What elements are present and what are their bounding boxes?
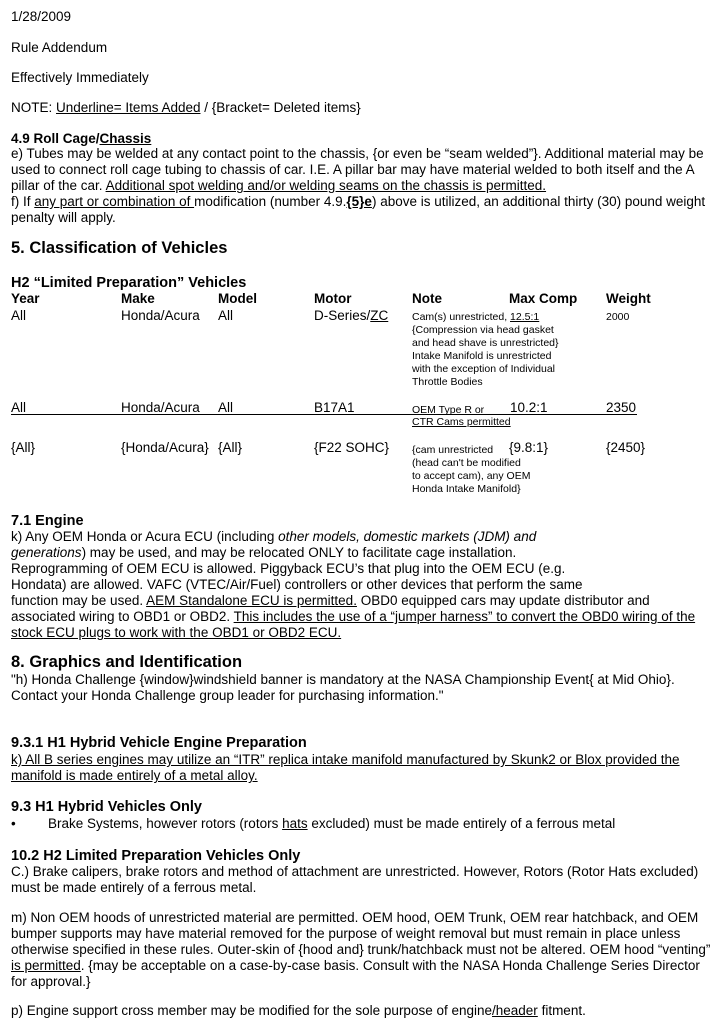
rule-k-line: Reprogramming of OEM ECU is allowed. Piggyback ECU’s that plug into the OEM ECU (e.g. — [11, 561, 566, 576]
section-9-3-1-title: 9.3.1 H1 Hybrid Vehicle Engine Preparation — [11, 735, 307, 751]
section-5-subtitle: H2 “Limited Preparation” Vehicles — [11, 275, 247, 291]
added-text: hats — [282, 816, 308, 831]
added-row-underline — [11, 414, 637, 415]
added-text: generations — [11, 545, 82, 560]
text-span: excluded) must be made entirely of a ferrous metal — [307, 816, 616, 831]
table-cell-model: All — [218, 400, 234, 415]
table-cell-make: Honda/Acura — [121, 400, 200, 415]
section-9-3-title: 9.3 H1 Hybrid Vehicles Only — [11, 799, 202, 815]
added-text: any part or combination of — [34, 194, 195, 209]
col-header-note: Note — [412, 291, 442, 306]
table-cell-year: All — [11, 308, 27, 323]
table-cell-max-comp: {9.8:1} — [509, 440, 549, 455]
text-span: function may be used. — [11, 593, 147, 608]
added-text: is permitted — [11, 958, 81, 973]
table-cell-note: with the exception of Individual — [412, 363, 556, 375]
table-cell-weight: {2450} — [606, 440, 646, 455]
table-cell-note: Honda Intake Manifold} — [412, 483, 521, 495]
text-span: k) Any OEM Honda or Acura ECU (including — [11, 529, 279, 544]
text-span: Brake Systems, however rotors (rotors — [48, 816, 283, 831]
rule-p-line — [11, 1003, 586, 1020]
rule-e-line: e) Tubes may be welded at any contact point to the chassis, {or even be “seam welded”}. Additional material may be — [11, 146, 704, 161]
bullet-item — [48, 816, 615, 833]
rule-m-line: bumper supports may have material removed for the purpose of weight removal but must remain in place unless — [11, 926, 681, 941]
table-cell-note: OEM Type R or — [412, 404, 485, 416]
note-prefix: NOTE: — [11, 100, 57, 115]
note-separator: / — [200, 100, 212, 115]
added-text: AEM Standalone ECU is permitted. — [146, 593, 357, 608]
col-header-max-comp: Max Comp — [509, 291, 578, 306]
col-header-make: Make — [121, 291, 155, 306]
section-8-title: 8. Graphics and Identification — [11, 653, 243, 671]
rule-m-line: for approval.} — [11, 974, 91, 989]
col-header-weight: Weight — [606, 291, 651, 306]
added-text: 12.5:1 — [510, 311, 540, 323]
added-text: Additional spot welding and/or welding seams on the chassis is permitted. — [105, 178, 547, 193]
table-cell-note: CTR Cams permitted — [412, 416, 511, 428]
text-span: f) If — [11, 194, 35, 209]
table-cell-make: {Honda/Acura} — [121, 440, 209, 455]
section-title-underlined: Chassis — [99, 131, 152, 146]
rule-k-line: stock ECU plugs to work with the OBD1 or OBD2 ECU. — [11, 625, 342, 640]
table-cell-note: to accept cam), any OEM — [412, 470, 531, 482]
text-span: ) above is utilized, an additional thirty (30) pound weight — [371, 194, 706, 209]
text-span: associated wiring to OBD1 or OBD2. — [11, 609, 234, 624]
table-cell-weight: 2350 — [606, 400, 637, 415]
document-title: Rule Addendum — [11, 40, 108, 55]
table-cell-motor: B17A1 — [314, 400, 355, 415]
table-cell-note: and head shave is unrestricted} — [412, 337, 559, 349]
rule-h-line: "h) Honda Challenge {window}windshield banner is mandatory at the NASA Championship Event{ at Mid Ohio}. — [11, 672, 675, 687]
text-span: p) Engine support cross member may be modified for the sole purpose of engine — [11, 1003, 493, 1018]
rule-k-line: manifold is made entirely of a metal alloy. — [11, 768, 258, 783]
text-span: ) may be used, and may be relocated ONLY to facilitate cage installation. — [81, 545, 517, 560]
note-bracket-legend: {Bracket= Deleted items} — [211, 100, 361, 115]
table-cell-make: Honda/Acura — [121, 308, 200, 323]
section-7-1-title: 7.1 Engine — [11, 513, 84, 529]
table-cell-note: (head can't be modified — [412, 457, 521, 469]
section-10-2-title: 10.2 H2 Limited Preparation Vehicles Only — [11, 848, 301, 864]
added-text: {5}e — [346, 194, 372, 209]
table-cell-year: {All} — [11, 440, 36, 455]
rule-k-line — [11, 593, 650, 610]
section-title-part: 4.9 Roll Cage/ — [11, 131, 100, 146]
rule-h-line: Contact your Honda Challenge group leader for purchasing information." — [11, 688, 444, 703]
text-span: modification (number 4.9. — [194, 194, 347, 209]
rule-c-line: must be made entirely of a ferrous metal. — [11, 880, 257, 895]
rule-c-line: C.) Brake calipers, brake rotors and method of attachment are unrestricted. However, Rotors (Rotor Hats excluded) — [11, 864, 699, 879]
text-span: OBD0 equipped cars may update distributor and — [356, 593, 650, 608]
text-span: D-Series/ — [314, 308, 371, 323]
table-cell-weight: 2000 — [606, 311, 630, 323]
rule-k-line: k) All B series engines may utilize an “ITR” replica intake manifold manufactured by Skunk2 or Blox provided the — [11, 752, 680, 767]
rule-k-line: Hondata) are allowed. VAFC (VTEC/Air/Fuel) controllers or other devices that perform the same — [11, 577, 583, 592]
note-underline-legend: Underline= Items Added — [56, 100, 201, 115]
table-cell-model: All — [218, 308, 234, 323]
added-text: other models, domestic markets (JDM) and — [278, 529, 537, 544]
col-header-motor: Motor — [314, 291, 352, 306]
rule-k-line — [11, 545, 516, 562]
col-header-model: Model — [218, 291, 257, 306]
col-header-year: Year — [11, 291, 40, 306]
text-span: pillar of the car. — [11, 178, 106, 193]
rule-e-line: used to connect roll cage tubing to chassis of car. I.E. A pillar bar may have material welded to both itself and the A — [11, 162, 695, 177]
rule-k-line — [11, 609, 695, 626]
table-cell-motor — [314, 308, 388, 325]
table-cell-note: Throttle Bodies — [412, 376, 483, 388]
rule-e-line — [11, 178, 546, 195]
section-5-title: 5. Classification of Vehicles — [11, 239, 228, 257]
bullet-icon: • — [11, 816, 16, 831]
table-cell-motor: {F22 SOHC} — [314, 440, 390, 455]
added-text: ZC — [370, 308, 389, 323]
table-cell-year: All — [11, 400, 27, 415]
text-span: . {may be acceptable on a case-by-case basis. Consult with the NASA Honda Challenge Series Director — [80, 958, 700, 973]
rule-k-line — [11, 529, 536, 546]
rule-f-line — [11, 194, 705, 211]
table-cell-note: {cam unrestricted — [412, 444, 494, 456]
table-cell-note: {Compression via head gasket — [412, 324, 554, 336]
text-span: fitment. — [537, 1003, 586, 1018]
table-cell-model: {All} — [218, 440, 243, 455]
document-date: 1/28/2009 — [11, 9, 72, 24]
rule-m-line: m) Non OEM hoods of unrestricted material are permitted. OEM hood, OEM Trunk, OEM rear hatchback, and OEM — [11, 910, 699, 925]
note-legend — [11, 100, 361, 117]
rule-m-line — [11, 958, 700, 975]
rule-m-line: otherwise specified in these rules. Outer-skin of {hood and} trunk/hatchback must not be altered. OEM hood “venting” — [11, 942, 711, 957]
effective-notice: Effectively Immediately — [11, 70, 149, 85]
added-text: This includes the use of a “jumper harness” to convert the OBD0 wiring of the — [233, 609, 696, 624]
table-cell-note — [412, 311, 539, 324]
table-cell-max-comp: 10.2:1 — [510, 400, 548, 415]
rule-f-line: penalty will apply. — [11, 210, 116, 225]
added-text: /header — [492, 1003, 538, 1018]
table-cell-note: Intake Manifold is unrestricted — [412, 350, 552, 362]
text-span: Cam(s) unrestricted, — [412, 311, 511, 323]
